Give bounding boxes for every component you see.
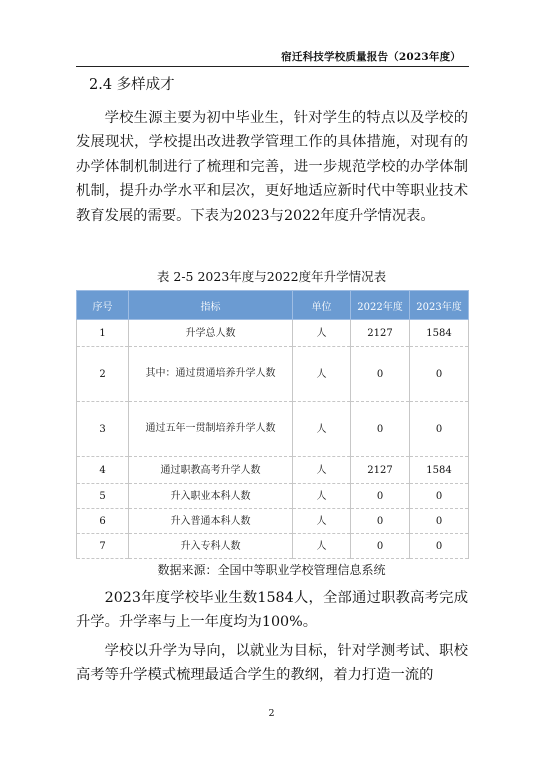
cell-2023: 0 — [410, 347, 469, 402]
cell-indicator: 通过职教高考升学人数 — [129, 457, 293, 484]
cell-no: 1 — [77, 320, 129, 347]
header-unit: 单位 — [293, 291, 351, 320]
body-paragraph-3: 学校以升学为导向，以就业为目标，针对学测考试、职校高考等升学模式梳理最适合学生的教纲，着力打造一流的 — [76, 643, 468, 684]
cell-no: 6 — [77, 509, 129, 534]
cell-2022: 0 — [351, 484, 410, 509]
table-row — [77, 457, 469, 484]
cell-unit: 人 — [293, 534, 351, 559]
cell-no: 2 — [77, 347, 129, 402]
header-no: 序号 — [77, 291, 129, 320]
cell-unit: 人 — [293, 457, 351, 484]
table-row — [77, 484, 469, 509]
cell-no: 5 — [77, 484, 129, 509]
cell-unit: 人 — [293, 347, 351, 402]
table-row — [77, 534, 469, 559]
table-row — [77, 509, 469, 534]
cell-2022: 0 — [351, 509, 410, 534]
cell-2023: 0 — [410, 484, 469, 509]
cell-unit: 人 — [293, 509, 351, 534]
table-row — [77, 402, 469, 457]
cell-unit: 人 — [293, 402, 351, 457]
cell-2022: 2127 — [351, 320, 410, 347]
cell-unit: 人 — [293, 320, 351, 347]
cell-indicator: 其中：通过贯通培养升学人数 — [129, 347, 293, 402]
cell-no: 4 — [77, 457, 129, 484]
header-2022: 2022年度 — [351, 291, 410, 320]
cell-unit: 人 — [293, 484, 351, 509]
body-paragraph-2: 2023年度学校毕业生数1584人，全部通过职教高考完成升学。升学率与上一年度均为100%。 — [76, 590, 468, 631]
cell-2023: 1584 — [410, 457, 469, 484]
cell-indicator: 升入职业本科人数 — [129, 484, 293, 509]
report-header: 宿迁科技学校质量报告（2023年度） — [281, 51, 461, 63]
header-divider — [76, 66, 469, 67]
cell-2023: 1584 — [410, 320, 469, 347]
enrollment-table — [76, 290, 469, 559]
header-indicator: 指标 — [129, 291, 293, 320]
cell-indicator: 升入普通本科人数 — [129, 509, 293, 534]
table-caption: 表 2-5 2023年度与2022度年升学情况表 — [156, 269, 387, 284]
cell-2023: 0 — [410, 534, 469, 559]
cell-2023: 0 — [410, 509, 469, 534]
body-paragraph-1: 学校生源主要为初中毕业生，针对学生的特点以及学校的发展现状，学校提出改进教学管理工作的具体措施，对现有的办学体制机制进行了梳理和完善，进一步规范学校的办学体制机制，提升办学水平和层次，更好地适应新时代中等职业技术教育发展的需要。下表为2023与2022年度升学情况表。 — [76, 110, 468, 224]
cell-indicator: 升学总人数 — [129, 320, 293, 347]
table-header-row — [77, 291, 469, 320]
cell-2022: 0 — [351, 347, 410, 402]
cell-2022: 0 — [351, 402, 410, 457]
cell-2022: 2127 — [351, 457, 410, 484]
cell-no: 3 — [77, 402, 129, 457]
table-source-note: 数据来源：全国中等职业学校管理信息系统 — [157, 563, 386, 577]
cell-indicator: 升入专科人数 — [129, 534, 293, 559]
section-heading: 2.4 多样成才 — [89, 77, 175, 93]
header-2023: 2023年度 — [410, 291, 469, 320]
page-number: 2 — [268, 708, 275, 719]
cell-indicator: 通过五年一贯制培养升学人数 — [129, 402, 293, 457]
cell-2023: 0 — [410, 402, 469, 457]
cell-2022: 0 — [351, 534, 410, 559]
cell-no: 7 — [77, 534, 129, 559]
table-row — [77, 347, 469, 402]
table-row — [77, 320, 469, 347]
